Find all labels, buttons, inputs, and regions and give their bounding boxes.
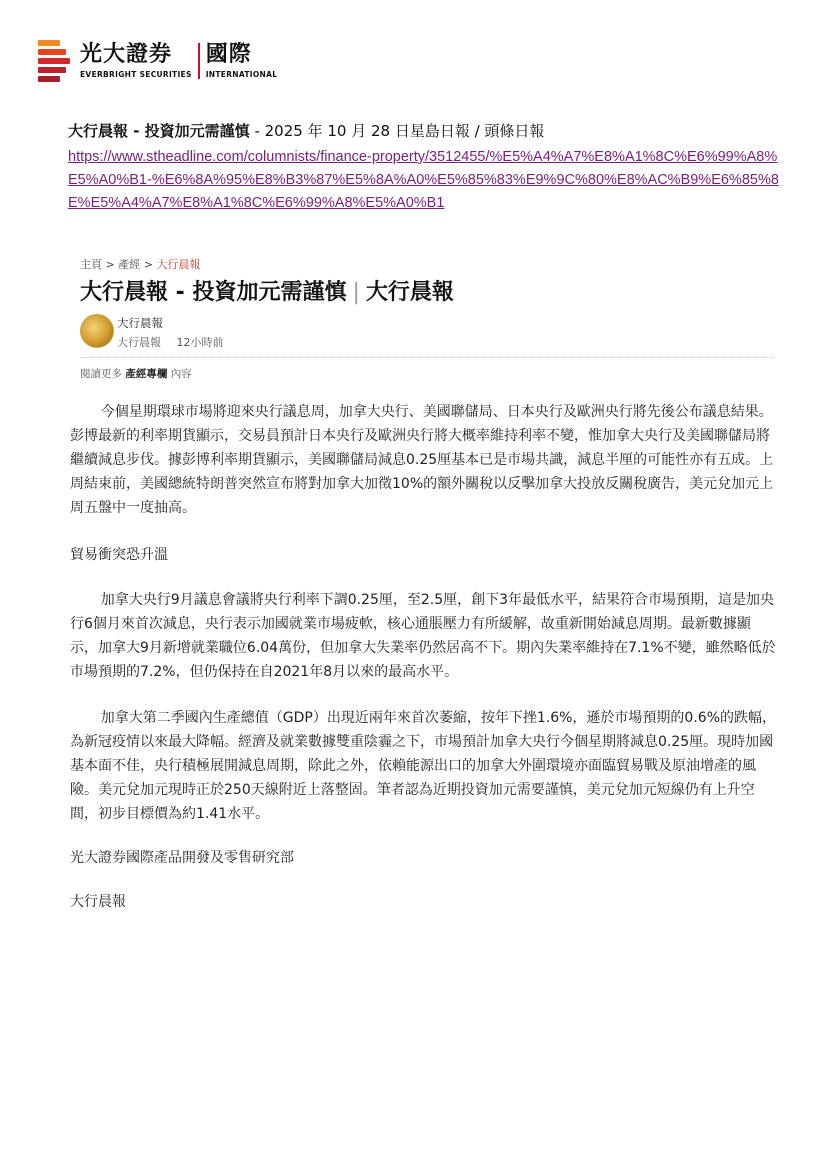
- document-headline: [68, 121, 544, 141]
- headline-title: 大行晨報 - 投資加元需謹慎: [68, 122, 250, 140]
- breadcrumb: [80, 256, 200, 272]
- signature: 大行晨報: [70, 894, 126, 910]
- title-separator: |: [352, 280, 360, 305]
- article-body-3: [70, 706, 776, 826]
- breadcrumb-current[interactable]: 大行晨報: [156, 258, 201, 271]
- meta-divider: [80, 357, 774, 358]
- read-more-prefix: 閱讀更多: [80, 368, 122, 380]
- source-url-link[interactable]: https://www.stheadline.com/columnists/finance-property/3512455/%E5%A4%A7%E8%A1%8C%E6%99%A8%E5%A0%B1-%E6%8A%95%E8%B3%87%E5%8A%A0%E5%85%83%E9%9C%80%E8%AC%B9%E6%85%8E%E5%A4%A7%E8%A1%8C%E6%99%A8%E5%A0%B1: [68, 149, 779, 211]
- section-subtitle: 貿易衝突恐升溫: [70, 547, 168, 563]
- publish-time: 12小時前: [176, 336, 224, 349]
- breadcrumb-finance[interactable]: 產經: [118, 258, 141, 271]
- logo-name-cn-2: 國際: [205, 41, 252, 67]
- paragraph-3: 加拿大第二季國內生產總值（GDP）出現近兩年來首次萎縮，按年下挫1.6%，遜於市場預期的0.6%的跌幅，為新冠疫情以來最大降幅。經濟及就業數據雙重陰霾之下，市場預計加拿大央行今個星期將減息0.25厘。現時加國基本面不佳，央行積極展開減息周期，除此之外，依賴能源出口的加拿大外圍環境亦面臨貿易戰及原油增產的風險。美元兌加元現時正於250天線附近上落整固。筆者認為近期投資加元需要謹慎，美元兌加元短線仍有上升空間，初步目標價為約1.41水平。: [70, 710, 777, 822]
- department-credit: 光大證券國際產品開發及零售研究部: [70, 850, 294, 866]
- logo-name-en-2: INTERNATIONAL: [205, 69, 278, 79]
- article-body-2: [70, 588, 776, 684]
- paragraph-1: 今個星期環球市場將迎來央行議息周，加拿大央行、美國聯儲局、日本央行及歐洲央行將先後公布議息結果。彭博最新的利率期貨顯示，交易員預計日本央行及歐洲央行將大概率維持利率不變，惟加拿大央行及美國聯儲局將繼續減息步伐。據彭博利率期貨顯示，美國聯儲局減息0.25厘基本已是市場共識，減息半厘的可能性亦有五成。上周結束前，美國總統特朗普突然宣布將對加拿大加徵10%的額外關稅以反擊加拿大投放反關稅廣告，美元兌加元上周五盤中一度抽高。: [70, 404, 774, 516]
- breadcrumb-home[interactable]: 主頁: [80, 258, 102, 271]
- logo-mark-icon: [38, 40, 72, 82]
- headline-source: - 2025 年 10 月 28 日星島日報 / 頭條日報: [254, 122, 545, 140]
- article-title-tag: 大行晨報: [365, 280, 454, 305]
- column-name: 大行晨報: [117, 336, 161, 349]
- logo-divider: [198, 43, 200, 79]
- author-name[interactable]: 大行晨報: [117, 316, 163, 330]
- read-more-suffix: 內容: [170, 368, 192, 380]
- article-body: [70, 400, 776, 520]
- read-more-category-link[interactable]: 產經專欄: [125, 368, 168, 380]
- logo-name-en: EVERBRIGHT SECURITIES: [80, 69, 192, 79]
- breadcrumb-sep-1: >: [105, 258, 115, 271]
- article-title: [80, 275, 454, 306]
- logo-name-cn: 光大證券: [80, 41, 173, 67]
- article-title-text: 大行晨報 - 投資加元需謹慎: [80, 280, 347, 305]
- paragraph-2: 加拿大央行9月議息會議將央行利率下調0.25厘，至2.5厘，創下3年最低水平，結果符合市場預期，這是加央行6個月來首次減息，央行表示加國就業市場疲軟，核心通脹壓力有所緩解，故重新開始減息周期。最新數據顯示，加拿大9月新增就業職位6.04萬份，但加拿大失業率仍然居高不下。期內失業率維持在7.1%不變，雖然略低於市場預期的7.2%，但仍保持在自2021年8月以來的最高水平。: [70, 592, 776, 680]
- read-more: [80, 366, 192, 381]
- breadcrumb-sep-2: >: [143, 258, 153, 271]
- author-avatar[interactable]: [80, 314, 114, 348]
- company-logo: [38, 40, 277, 82]
- article-meta: [117, 334, 236, 350]
